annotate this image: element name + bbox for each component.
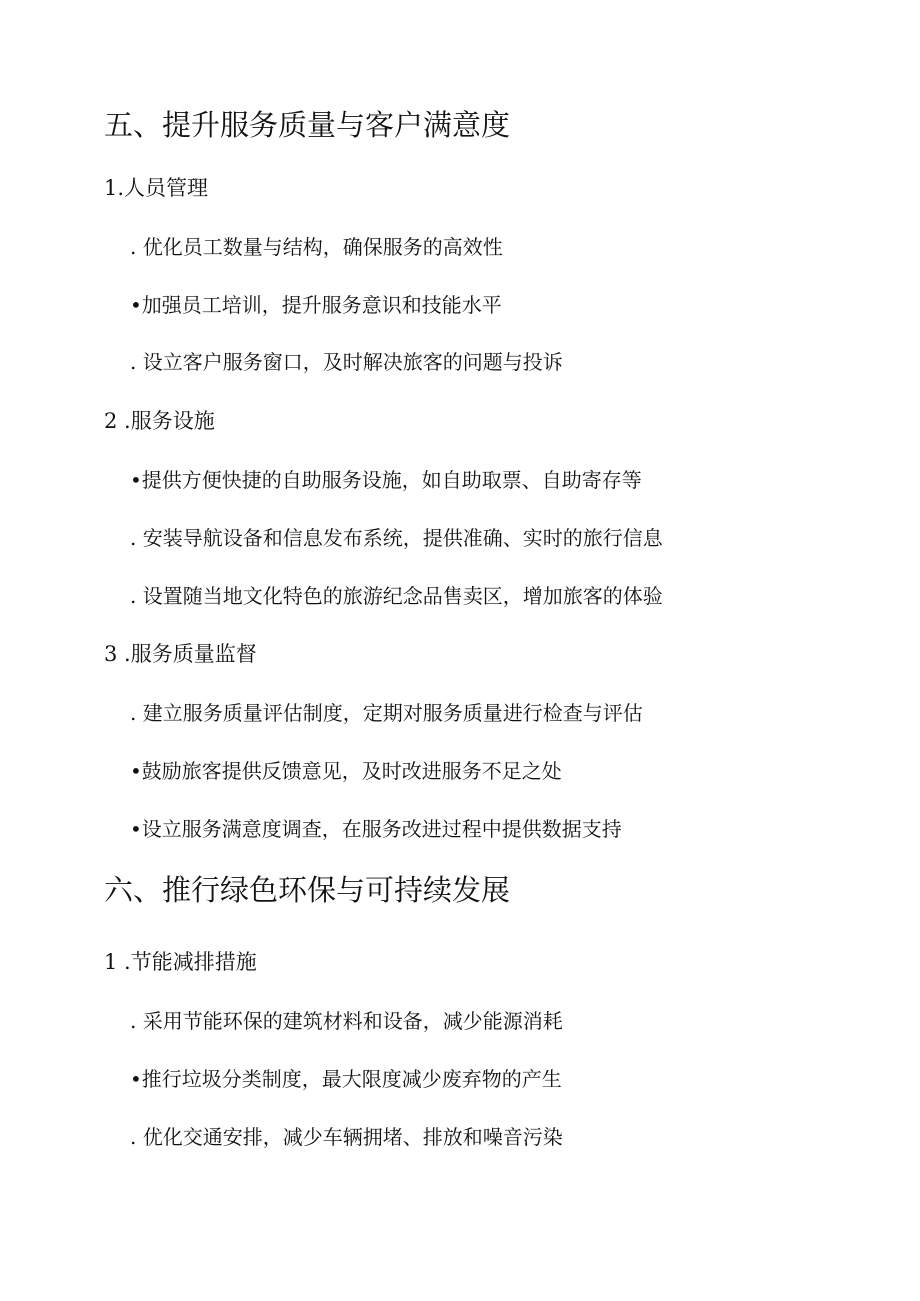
list-item: . 安装导航设备和信息发布系统，提供准确、实时的旅行信息 [130, 526, 663, 550]
list-item: . 建立服务质量评估制度，定期对服务质量进行检查与评估 [130, 701, 643, 725]
subsection-heading: 1.人员管理 [104, 176, 209, 200]
list-item: •设立服务满意度调查，在服务改进过程中提供数据支持 [130, 817, 622, 841]
subsection-heading: 3 .服务质量监督 [104, 642, 257, 666]
list-item: . 优化员工数量与结构，确保服务的高效性 [130, 235, 503, 259]
list-item: . 采用节能环保的建筑材料和设备，减少能源消耗 [130, 1009, 563, 1033]
list-item: •提供方便快捷的自助服务设施，如自助取票、自助寄存等 [130, 468, 642, 492]
subsection-heading: 2 .服务设施 [104, 409, 215, 433]
section-heading: 五、提升服务质量与客户满意度 [104, 108, 511, 142]
section-heading: 六、推行绿色环保与可持续发展 [104, 873, 511, 907]
list-item: . 设立客户服务窗口，及时解决旅客的问题与投诉 [130, 350, 563, 374]
subsection-heading: 1 .节能减排措施 [104, 950, 257, 974]
list-item: •鼓励旅客提供反馈意见，及时改进服务不足之处 [130, 759, 562, 783]
list-item: •推行垃圾分类制度，最大限度减少废弃物的产生 [130, 1067, 562, 1091]
list-item: . 优化交通安排，减少车辆拥堵、排放和噪音污染 [130, 1125, 563, 1149]
list-item: •加强员工培训，提升服务意识和技能水平 [130, 293, 502, 317]
list-item: . 设置随当地文化特色的旅游纪念品售卖区，增加旅客的体验 [130, 584, 663, 608]
